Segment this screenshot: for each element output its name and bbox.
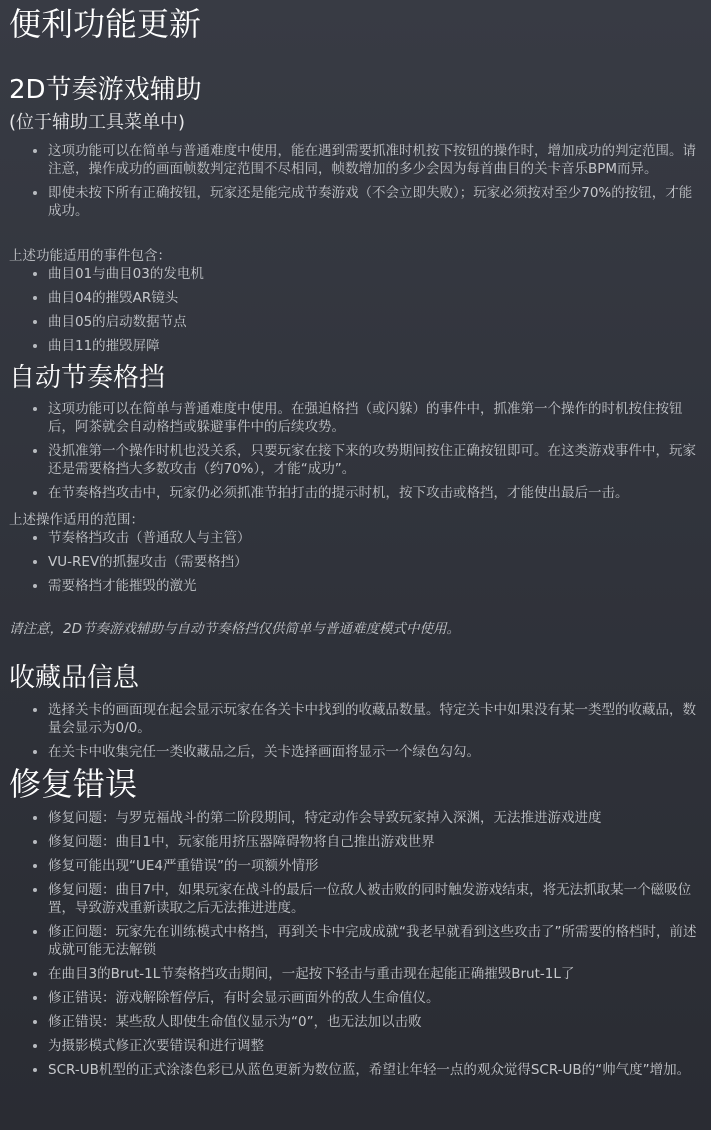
list-item: 修复问题：与罗克福战斗的第二阶段期间，特定动作会导致玩家掉入深渊，无法推进游戏进度 (48, 809, 698, 827)
collectibles-list (0, 701, 698, 767)
list-item: SCR-UB机型的正式涂漆色彩已从蓝色更新为数位蓝，希望让年轻一点的观众觉得SCR-UB的“帅气度”增加。 (48, 1061, 698, 1079)
list-item: 在节奏格挡攻击中，玩家仍必须抓准节拍打击的提示时机，按下攻击或格挡，才能使出最后一击。 (48, 484, 698, 502)
list-item: 修复可能出现“UE4严重错误”的一项额外情形 (48, 857, 698, 875)
list-item: 没抓准第一个操作时机也没关系，只要玩家在接下来的攻势期间按住正确按钮即可。在这类游戏事件中，玩家还是需要格挡大多数攻击（约70%），才能“成功”。 (48, 443, 696, 477)
page-title: 便利功能更新 (9, 5, 202, 43)
auto-parry-list (0, 400, 698, 508)
list-item: 曲目01与曲目03的发电机 (48, 265, 698, 283)
bug-fixes-heading: 修复错误 (9, 765, 138, 803)
scope-list (0, 529, 698, 601)
list-item: 修正错误：某些敌人即使生命值仪显示为“0”，也无法加以击败 (48, 1013, 698, 1031)
collectibles-heading: 收藏品信息 (9, 663, 140, 693)
list-item: 曲目05的启动数据节点 (48, 313, 698, 331)
list-item: 修复问题：曲目1中，玩家能用挤压器障碍物将自己推出游戏世界 (48, 833, 698, 851)
list-item: 曲目11的摧毁屏障 (48, 337, 698, 355)
list-item: 修正问题：玩家先在训练模式中格挡，再到关卡中完成成就“我老早就看到这些攻击了”所需要的格档时，前述成就可能无法解锁 (48, 924, 697, 958)
rhythm-assist-subheading: (位于辅助工具菜单中) (9, 112, 186, 133)
bug-fixes-list (0, 809, 698, 1085)
rhythm-assist-heading: 2D节奏游戏辅助 (9, 75, 202, 105)
list-item: 修正错误：游戏解除暂停后，有时会显示画面外的敌人生命值仪。 (48, 989, 698, 1007)
list-item: 为摄影模式修正次要错误和进行调整 (48, 1037, 698, 1055)
list-item: 在曲目3的Brut-1L节奏格挡攻击期间，一起按下轻击与重击现在起能正确摧毁Brut-1L了 (48, 965, 698, 983)
list-item: 这项功能可以在简单与普通难度中使用，能在遇到需要抓准时机按下按钮的操作时，增加成功的判定范围。请注意，操作成功的画面帧数判定范围不尽相同，帧数增加的多少会因为每首曲目的关卡音乐BPM而异。 (48, 143, 696, 177)
list-item: 曲目04的摧毁AR镜头 (48, 289, 698, 307)
events-label: 上述功能适用的事件包含： (9, 248, 171, 264)
list-item: 即使未按下所有正确按钮，玩家还是能完成节奏游戏（不会立即失败）；玩家必须按对至少70%的按钮，才能成功。 (48, 184, 698, 220)
list-item: 这项功能可以在简单与普通难度中使用。在强迫格挡（或闪躲）的事件中，抓准第一个操作的时机按住按钮后，阿茶就会自动格挡或躲避事件中的后续攻势。 (48, 400, 698, 436)
list-item: 选择关卡的画面现在起会显示玩家在各关卡中找到的收藏品数量。特定关卡中如果没有某一类型的收藏品，数量会显示为0/0。 (48, 702, 696, 736)
list-item: 在关卡中收集完任一类收藏品之后，关卡选择画面将显示一个绿色勾勾。 (48, 743, 698, 761)
rhythm-assist-list (0, 142, 698, 226)
list-item: VU-REV的抓握攻击（需要格挡） (48, 553, 698, 571)
auto-parry-heading: 自动节奏格挡 (9, 363, 166, 393)
events-list (0, 265, 698, 361)
list-item: 节奏格挡攻击（普通敌人与主管） (48, 529, 698, 547)
list-item: 修复问题：曲目7中，如果玩家在战斗的最后一位敌人被击败的同时触发游戏结束，将无法抓取某一个磁吸位置，导致游戏重新读取之后无法推进进度。 (48, 881, 698, 917)
scope-label: 上述操作适用的范围： (9, 512, 144, 528)
difficulty-note: 请注意，2D节奏游戏辅助与自动节奏格挡仅供简单与普通难度模式中使用。 (9, 621, 460, 637)
list-item: 需要格挡才能摧毁的激光 (48, 577, 698, 595)
